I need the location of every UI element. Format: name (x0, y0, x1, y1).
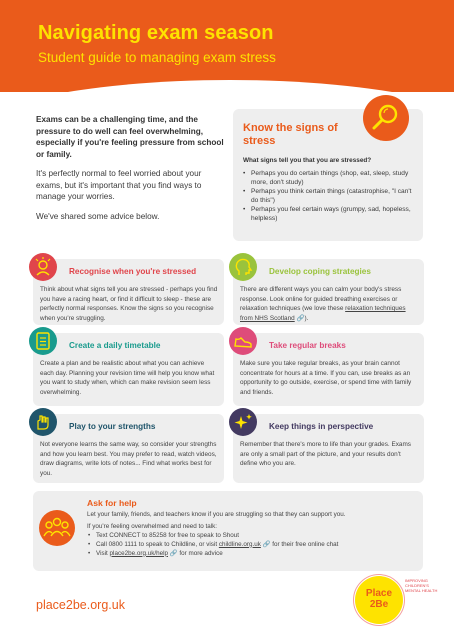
card-title: Create a daily timetable (69, 341, 161, 350)
card-title: Develop coping strategies (269, 267, 371, 276)
signs-list (243, 169, 413, 223)
card-body (240, 285, 418, 323)
logo-caption: IMPROVING CHILDREN'S MENTAL HEALTH (405, 578, 438, 593)
header-banner (0, 0, 454, 92)
help-title: Ask for help (87, 498, 137, 508)
help-item (87, 541, 415, 550)
sneaker-icon (229, 327, 257, 355)
intro-para-2: It's perfectly normal to feel worried about your exams, but it's important that you find ways to manage your worries. (36, 169, 202, 201)
help-list (87, 532, 415, 559)
header-curve (0, 80, 454, 92)
help-line-1: Let your family, friends, and teachers know if you are struggling so that they can support you. (87, 511, 346, 518)
signs-title: Know the signs of stress (243, 122, 338, 147)
card-breaks (233, 333, 424, 406)
hand-icon (29, 408, 57, 436)
checklist-icon (29, 327, 57, 355)
help-item: • Text CONNECT to 85258 for free to speak to Shout (87, 532, 415, 541)
card-body: Not everyone learns the same way, so consider your strengths and how you learn best. You may prefer to read, watch videos, draw diagrams, write lots of notes... Find what works best for you. (40, 441, 217, 477)
card-perspective (233, 414, 424, 483)
help-item-text: Visit (96, 549, 108, 557)
signs-item: • Perhaps you think certain things (catastrophise, "I can't do this") (243, 187, 413, 205)
sparkle-icon (229, 408, 257, 436)
card-recognise (33, 259, 224, 325)
help-item-text: for more advice (179, 549, 223, 557)
link-icon: 🔗 (262, 540, 271, 548)
logo-line-2: 2Be (369, 599, 389, 610)
help-box (33, 491, 423, 571)
card-coping (233, 259, 424, 325)
logo-line-1: Place (365, 588, 393, 599)
card-body: Create a plan and be realistic about what you can achieve each day. Planning your revision time will help you know what you want to study when, which can make revision seem less overwhelming. (40, 360, 215, 396)
intro-text (36, 114, 224, 230)
card-body: Think about what signs tell you are stressed - perhaps you find you have a racing heart, or find it difficult to sleep - these are perfectly normal responses. Know the signs so you recognise when you're struggling. (40, 286, 218, 322)
page-subtitle: Student guide to managing exam stress (38, 50, 276, 65)
help-item-text: for their free online chat (272, 540, 339, 548)
stressed-person-icon (29, 253, 57, 281)
intro-bold: Exams can be a challenging time, and the pressure to do well can feel overwhelming, especially if you're feeling pressure from school or family. (36, 115, 224, 159)
signs-item: • Perhaps you feel certain ways (grumpy, sad, hopeless, helpless) (243, 205, 413, 223)
help-item-text: Call 0800 1111 to speak to Childline, or visit (96, 540, 218, 548)
card-body-tail: ). (304, 314, 309, 322)
card-title: Play to your strengths (69, 422, 156, 431)
link-icon: 🔗 (169, 549, 178, 557)
place2be-logo (355, 576, 403, 624)
card-body-text: There are different ways you can calm your body's stress response. Look online for guided breathing exercises or relaxation techniques (we love these (240, 286, 402, 312)
card-title: Keep things in perspective (269, 422, 374, 431)
intro-para-3: We've shared some advice below. (36, 211, 160, 221)
card-strengths (33, 414, 224, 483)
card-body: Remember that there's more to life than your grades. Exams are only a small part of the picture, and your results don't define who you are. (240, 441, 412, 467)
magnifier-icon (363, 95, 409, 141)
head-icon (229, 253, 257, 281)
help-body (87, 511, 415, 559)
nhs-link[interactable]: relaxation techniques from NHS Scotland (240, 305, 406, 322)
help-item (87, 550, 415, 559)
page-title: Navigating exam season (38, 22, 274, 44)
card-timetable (33, 333, 224, 406)
card-title: Take regular breaks (269, 341, 346, 350)
card-title: Recognise when you're stressed (69, 267, 197, 276)
card-body: Make sure you take regular breaks, as your brain cannot concentrate for hours at a time. If you can, use breaks as an opportunity to go outside, exercise, or spend time with family and friends. (240, 360, 412, 396)
help-line-2: If you're feeling overwhelmed and need to talk: (87, 522, 218, 530)
group-icon (39, 510, 75, 546)
signs-item: • Perhaps you do certain things (shop, eat, sleep, study more, don't study) (243, 169, 413, 187)
signs-box (233, 109, 423, 241)
place2be-help-link[interactable]: place2be.org.uk/help (109, 549, 169, 557)
footer-url[interactable]: place2be.org.uk (36, 598, 125, 612)
signs-question: What signs tell you that you are stressed? (243, 157, 372, 164)
link-icon: 🔗 (296, 314, 305, 322)
childline-link[interactable]: childline.org.uk (218, 540, 261, 548)
